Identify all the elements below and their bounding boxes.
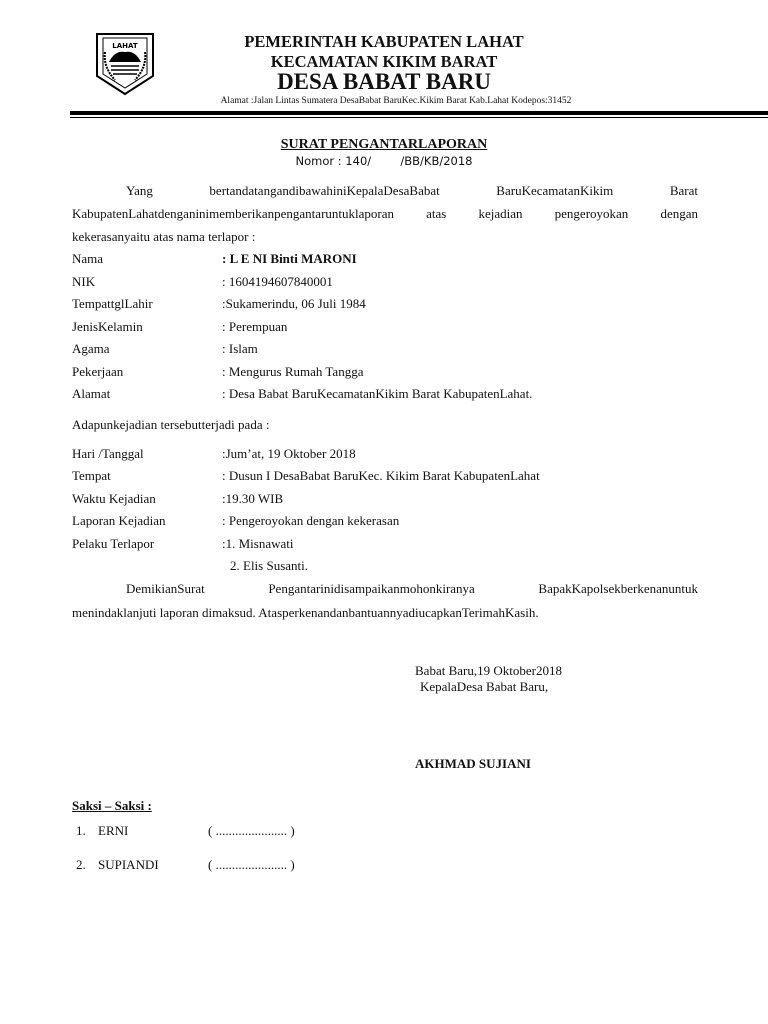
field-label: Alamat <box>72 386 111 401</box>
witness-name: SUPIANDI <box>98 857 159 872</box>
field-value: :19.30 WIB <box>222 491 284 506</box>
field-value: :Sukamerindu, 06 Juli 1984 <box>222 296 366 311</box>
svg-text:LAHAT: LAHAT <box>112 42 138 50</box>
field-value: 2. Elis Susanti. <box>230 558 309 573</box>
field-value: : 1604194607840001 <box>222 274 333 289</box>
field-label: NIK <box>72 274 96 289</box>
header-district: KECAMATAN KIKIM BARAT <box>270 52 498 71</box>
field-label: Pelaku Terlapor <box>72 536 155 551</box>
witness-number: 2. <box>76 857 86 872</box>
field-label: JenisKelamin <box>72 319 143 334</box>
header-address: Alamat :Jalan Lintas Sumatera DesaBabat BaruKec.Kikim Barat Kab.Lahat Kodepos:31452 <box>220 96 572 106</box>
field-label: Laporan Kejadian <box>72 513 166 528</box>
field-label: Pekerjaan <box>72 364 124 379</box>
field-value: : Perempuan <box>222 319 288 334</box>
header-village: DESA BABAT BARU <box>277 69 491 94</box>
header-divider-thin <box>70 117 768 118</box>
header-divider <box>70 111 768 115</box>
field-label: Nama <box>72 251 104 266</box>
field-value: :1. Misnawati <box>222 536 294 551</box>
witness-name: ERNI <box>98 823 129 838</box>
field-value: : L E NI Binti MARONI <box>222 251 357 266</box>
header-government: PEMERINTAH KABUPATEN LAHAT <box>244 32 524 51</box>
field-value: : Desa Babat BaruKecamatanKikim Barat KabupatenLahat. <box>222 386 533 401</box>
document-title: SURAT PENGANTARLAPORAN <box>280 137 488 152</box>
closing-line: DemikianSurat Pengantarinidisampaikanmohonkiranya BapakKapolsekberkenanuntuk <box>126 581 698 596</box>
field-value: : Islam <box>222 341 258 356</box>
intro-line: KabupatenLahatdenganinimemberikanpengantaruntuklaporan atas kejadian pengeroyokan dengan <box>72 206 698 221</box>
field-label: Waktu Kejadian <box>72 491 156 506</box>
document-number: Nomor : 140/ /BB/KB/2018 <box>295 154 473 168</box>
signature-position: KepalaDesa Babat Baru, <box>420 679 549 694</box>
signature-place-date: Babat Baru,19 Oktober2018 <box>415 663 562 678</box>
field-value: : Pengeroyokan dengan kekerasan <box>222 513 400 528</box>
field-label: TempattglLahir <box>72 296 153 311</box>
witness-signature-blank: ( ...................... ) <box>208 823 295 838</box>
closing-line: menindaklanjuti laporan dimaksud. AtasperkenandanbantuannyadiucapkanTerimahKasih. <box>72 605 539 620</box>
field-value: : Mengurus Rumah Tangga <box>222 364 364 379</box>
incident-intro: Adapunkejadian tersebutterjadi pada : <box>72 417 270 432</box>
field-label: Tempat <box>72 468 111 483</box>
witness-number: 1. <box>76 823 86 838</box>
witness-signature-blank: ( ...................... ) <box>208 857 295 872</box>
field-value: : Dusun I DesaBabat BaruKec. Kikim Barat KabupatenLahat <box>222 468 540 483</box>
field-label: Agama <box>72 341 110 356</box>
intro-line: Yang bertandatangandibawahiniKepalaDesaBabat BaruKecamatanKikim Barat <box>126 183 698 198</box>
intro-line: kekerasanyaitu atas nama terlapor : <box>72 229 256 244</box>
signature-name: AKHMAD SUJIANI <box>415 756 531 771</box>
witness-heading: Saksi – Saksi : <box>72 798 152 813</box>
field-label: Hari /Tanggal <box>72 446 144 461</box>
field-value: :Jum’at, 19 Oktober 2018 <box>222 446 356 461</box>
